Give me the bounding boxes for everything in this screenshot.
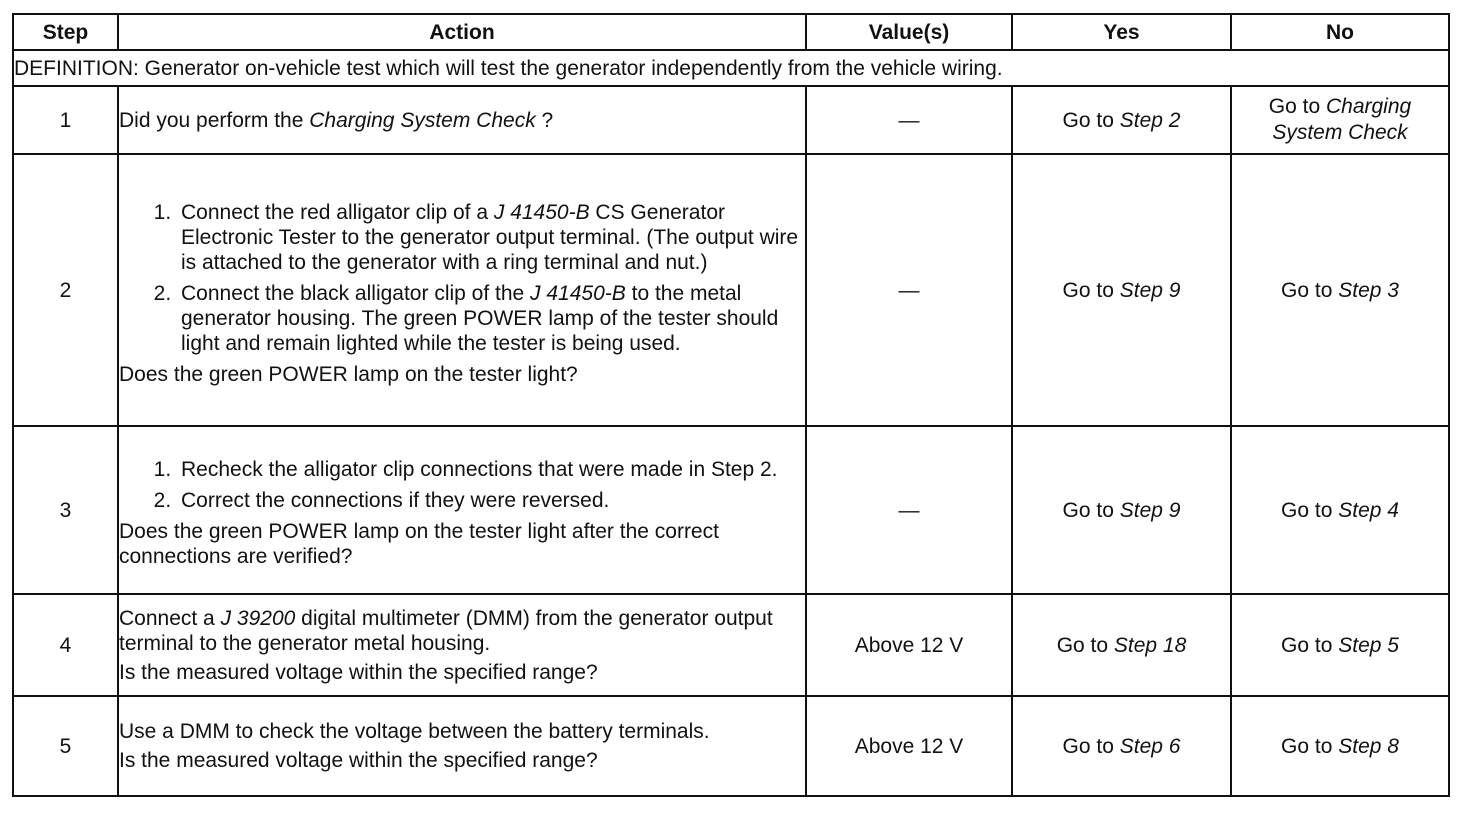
goto-text: Go to [1056,633,1114,657]
table-row [13,154,1449,426]
step-reference: Step 9 [1119,278,1181,302]
tool-reference: J 39200 [220,606,296,630]
table-row [13,426,1449,594]
value-cell: Above 12 V [806,696,1012,796]
step-reference: Step 18 [1113,633,1187,657]
step-reference: Step 6 [1119,734,1181,758]
action-text: Connect a [119,606,221,630]
table-row [13,696,1449,796]
step-reference: Step 9 [1119,498,1181,522]
header-action: Action [118,14,806,50]
header-row [13,14,1449,50]
goto-text: Go to [1268,95,1326,118]
no-cell [1231,696,1449,796]
action-text: Connect the red alligator clip of a [181,200,494,224]
procedure-reference: Charging System Check [1272,95,1412,144]
goto-text: Go to [1281,633,1339,657]
diagnostic-table [12,13,1450,797]
question-text: Is the measured voltage within the specified range? [119,660,598,684]
yes-cell [1012,86,1231,154]
step-reference: Step 5 [1338,633,1399,657]
instruction-item [177,281,805,356]
step-number: 4 [13,594,118,696]
step-number: 5 [13,696,118,796]
action-text: Did you perform the [119,108,310,132]
action-text: to the metal generator housing. The green POWER lamp of the tester should light and remain lighted while the tester is being used. [181,281,779,355]
step-reference: Step 8 [1338,734,1399,758]
value-cell: — [806,86,1012,154]
instruction-item: 1. Recheck the alligator clip connections that were made in Step 2. [177,457,805,482]
action-text: CS Generator Electronic Tester to the generator output terminal. (The output wire is attached to the generator with a ring terminal and nut.) [181,200,799,274]
yes-cell [1012,594,1231,696]
definition-text: DEFINITION: Generator on-vehicle test which will test the generator independently from the vehicle wiring. [13,50,1449,86]
value-cell: — [806,426,1012,594]
yes-cell [1012,426,1231,594]
value-cell: — [806,154,1012,426]
table-row [13,86,1449,154]
no-cell [1231,426,1449,594]
action-text: Connect the black alligator clip of the [181,281,531,305]
value-cell: Above 12 V [806,594,1012,696]
procedure-reference: Charging System Check [309,108,536,132]
tool-reference: J 41450-B [530,281,626,305]
header-yes: Yes [1012,14,1231,50]
step-number: 3 [13,426,118,594]
action-cell [118,426,806,594]
goto-text: Go to [1281,278,1339,302]
goto-text: Go to [1062,278,1120,302]
header-no: No [1231,14,1449,50]
goto-text: Go to [1281,734,1339,758]
step-reference: Step 4 [1338,498,1399,522]
no-cell [1231,594,1449,696]
goto-text: Go to [1062,108,1120,132]
step-reference: Step 3 [1338,278,1399,302]
step-number: 1 [13,86,118,154]
table-row [13,594,1449,696]
definition-row [13,50,1449,86]
question-text: Does the green POWER lamp on the tester light? [119,362,578,386]
action-paragraph [119,606,805,656]
step-reference: Step 2 [1119,108,1181,132]
yes-cell [1012,696,1231,796]
action-cell [118,696,806,796]
instruction-item: 2. Correct the connections if they were reversed. [177,488,805,513]
header-values: Value(s) [806,14,1012,50]
goto-text: Go to [1281,498,1339,522]
goto-text: Go to [1062,734,1120,758]
no-cell [1231,154,1449,426]
instruction-item [177,200,805,275]
question-text: Does the green POWER lamp on the tester light after the correct connections are verified? [119,520,719,568]
action-text: digital multimeter (DMM) from the generator output terminal to the generator metal housing. [119,606,773,655]
action-cell [118,154,806,426]
no-cell [1231,86,1449,154]
action-paragraph: Use a DMM to check the voltage between the battery terminals. [119,720,710,743]
step-number: 2 [13,154,118,426]
goto-text: Go to [1062,498,1120,522]
action-text: ? [535,108,554,132]
instruction-list [119,457,805,513]
question-text: Is the measured voltage within the specified range? [119,749,598,772]
yes-cell [1012,154,1231,426]
action-cell [118,86,806,154]
tool-reference: J 41450-B [493,200,590,224]
action-cell [118,594,806,696]
header-step: Step [13,14,118,50]
instruction-list [119,200,805,356]
